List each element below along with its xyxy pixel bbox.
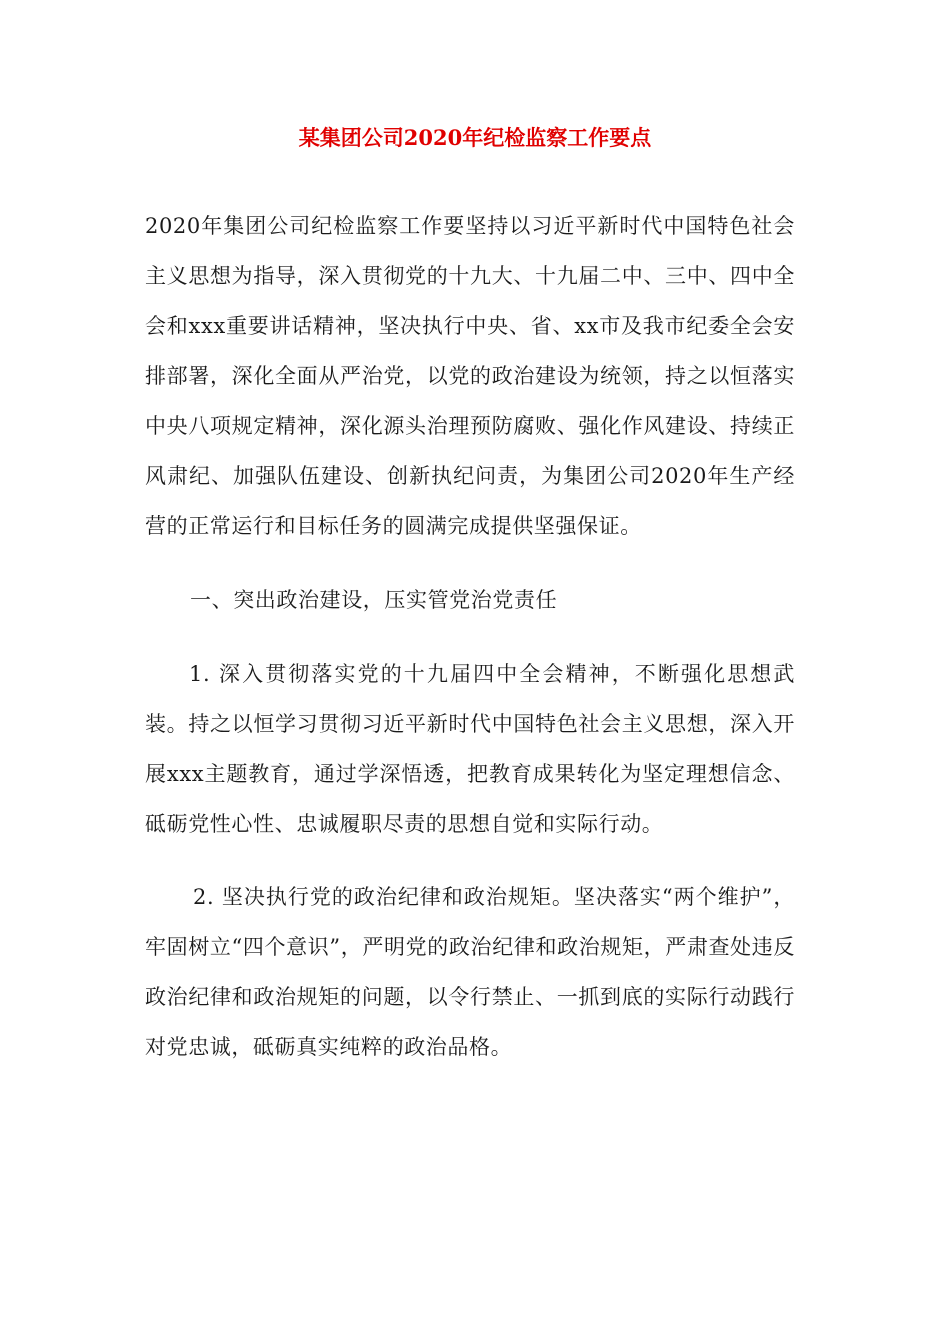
document-title: 某集团公司2020年纪检监察工作要点 (298, 125, 652, 150)
intro-paragraph: 2020年集团公司纪检监察工作要坚持以习近平新时代中国特色社会主义思想为指导，深入贯彻党的十九大、十九届二中、三中、四中全会和xxx重要讲话精神，坚决执行中央、省、xx市及我市纪委全会安排部署，深化全面从严治党，以党的政治建设为统领，持之以恒落实中央八项规定精神，深化源头治理预防腐败、强化作风建设、持续正风肃纪、加强队伍建设、创新执纪问责，为集团公司2020年生产经营的正常运行和目标任务的圆满完成提供坚强保证。 (145, 214, 795, 538)
item-paragraph-1: 1. 深入贯彻落实党的十九届四中全会精神，不断强化思想武装。持之以恒学习贯彻习近平新时代中国特色社会主义思想，深入开展xxx主题教育，通过学深悟透，把教育成果转化为坚定理想信念、砥砺党性心性、忠诚履职尽责的思想自觉和实际行动。 (145, 662, 795, 836)
item-paragraph-2: 2. 坚决执行党的政治纪律和政治规矩。坚决落实“两个维护”，牢固树立“四个意识”，严明党的政治纪律和政治规矩，严肃查处违反政治纪律和政治规矩的问题，以令行禁止、一抓到底的实际行动践行对党忠诚，砥砺真实纯粹的政治品格。 (145, 885, 795, 1059)
section-heading: 一、突出政治建设，压实管党治党责任 (190, 588, 558, 612)
